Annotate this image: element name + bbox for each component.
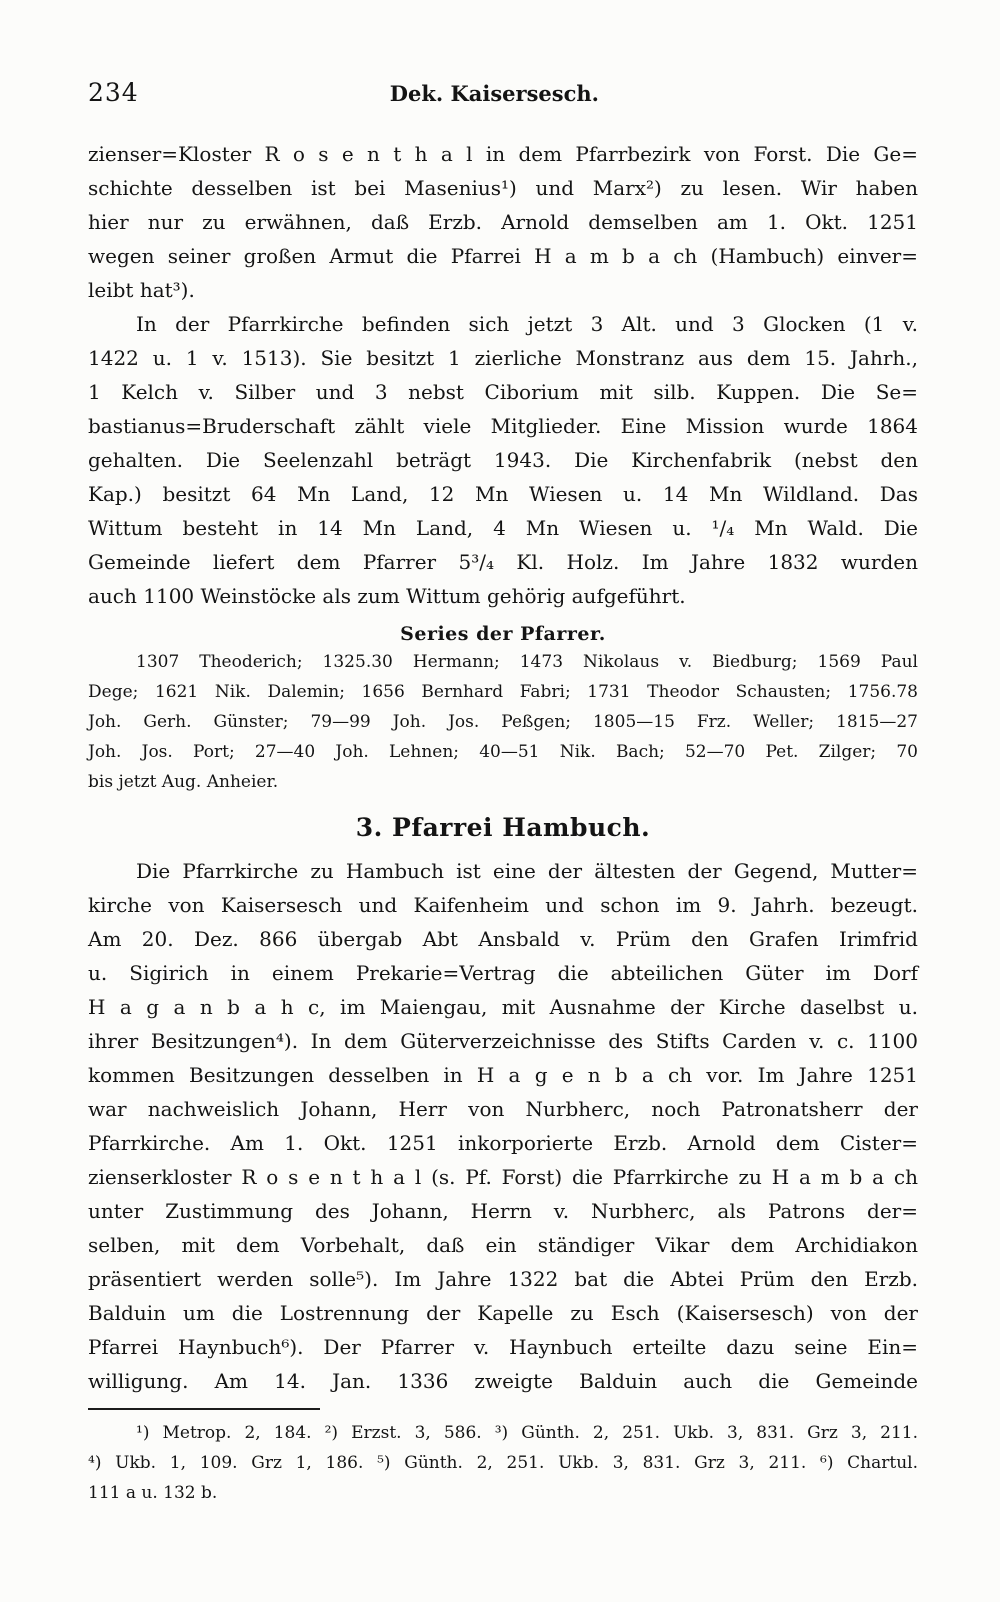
text-line: Pfarrkirche. Am 1. Okt. 1251 inkorporierte Erzb. Arnold dem Cister= <box>88 1131 918 1155</box>
text-line: u. Sigirich in einem Prekarie=Vertrag die abteilichen Güter im Dorf <box>88 961 918 985</box>
main-text <box>88 137 918 1398</box>
page-header <box>88 78 918 107</box>
text-line: Pfarrei Haynbuch⁶). Der Pfarrer v. Haynbuch erteilte dazu seine Ein= <box>88 1335 918 1359</box>
section-heading: 3. Pfarrei Hambuch. <box>355 813 651 842</box>
text-line: 1422 u. 1 v. 1513). Sie besitzt 1 zierliche Monstranz aus dem 15. Jahrh., <box>88 346 918 370</box>
paragraph-hambuch-history <box>88 854 918 1398</box>
text-line: hier nur zu erwähnen, daß Erzb. Arnold demselben am 1. Okt. 1251 <box>88 210 918 234</box>
text-line: ¹) Metrop. 2, 184. ²) Erzst. 3, 586. ³) Günth. 2, 251. Ukb. 3, 831. Grz 3, 211. <box>136 1423 918 1443</box>
text-line: selben, mit dem Vorbehalt, daß ein ständiger Vikar dem Archidiakon <box>88 1233 918 1257</box>
text-line: wegen seiner großen Armut die Pfarrei H a m b a ch (Hambuch) einver= <box>88 244 918 268</box>
pastor-series-list <box>88 647 918 797</box>
text-line: In der Pfarrkirche befinden sich jetzt 3 Alt. und 3 Glocken (1 v. <box>136 312 918 336</box>
text-line: ihrer Besitzungen⁴). In dem Güterverzeichnisse des Stifts Carden v. c. 1100 <box>88 1029 918 1053</box>
text-line: auch 1100 Weinstöcke als zum Wittum gehörig aufgeführt. <box>88 584 686 608</box>
text-line: kommen Besitzungen desselben in H a g e n b a ch vor. Im Jahre 1251 <box>88 1063 918 1087</box>
text-line: Balduin um die Lostrennung der Kapelle zu Esch (Kaisersesch) von der <box>88 1301 918 1325</box>
text-line: Gemeinde liefert dem Pfarrer 5³/₄ Kl. Holz. Im Jahre 1832 wurden <box>88 550 918 574</box>
text-line: 1307 Theoderich; 1325.30 Hermann; 1473 Nikolaus v. Biedburg; 1569 Paul <box>136 652 918 672</box>
text-line: Joh. Gerh. Günster; 79—99 Joh. Jos. Peßgen; 1805—15 Frz. Weller; 1815—27 <box>88 712 918 732</box>
text-line: zienser=Kloster R o s e n t h a l in dem Pfarrbezirk von Forst. Die Ge= <box>88 142 918 166</box>
text-line: leibt hat³). <box>88 278 195 302</box>
text-line: willigung. Am 14. Jan. 1336 zweigte Balduin auch die Gemeinde <box>88 1369 918 1393</box>
text-line: 1 Kelch v. Silber und 3 nebst Ciborium mit silb. Kuppen. Die Se= <box>88 380 918 404</box>
text-line: präsentiert werden solle⁵). Im Jahre 1322 bat die Abtei Prüm den Erzb. <box>88 1267 918 1291</box>
page-number: 234 <box>88 78 139 107</box>
text-line: kirche von Kaisersesch und Kaifenheim und schon im 9. Jahrh. bezeugt. <box>88 893 918 917</box>
text-line: Wittum besteht in 14 Mn Land, 4 Mn Wiesen u. ¹/₄ Mn Wald. Die <box>88 516 918 540</box>
text-line: zienserkloster R o s e n t h a l (s. Pf. Forst) die Pfarrkirche zu H a m b a ch <box>88 1165 918 1189</box>
running-title: Dek. Kaisersesch. <box>389 81 599 106</box>
text-line: 111 a u. 132 b. <box>88 1483 218 1503</box>
footnote-text <box>88 1418 918 1508</box>
paragraph-rosenthal-incorporation <box>88 137 918 307</box>
text-line: Joh. Jos. Port; 27—40 Joh. Lehnen; 40—51 Nik. Bach; 52—70 Pet. Zilger; 70 <box>88 742 918 762</box>
text-line: gehalten. Die Seelenzahl beträgt 1943. Die Kirchenfabrik (nebst den <box>88 448 918 472</box>
text-line: Am 20. Dez. 866 übergab Abt Ansbald v. Prüm den Grafen Irimfrid <box>88 927 918 951</box>
text-line: war nachweislich Johann, Herr von Nurbherc, noch Patronatsherr der <box>88 1097 918 1121</box>
text-line: schichte desselben ist bei Masenius¹) und Marx²) zu lesen. Wir haben <box>88 176 918 200</box>
text-line: Kap.) besitzt 64 Mn Land, 12 Mn Wiesen u. 14 Mn Wildland. Das <box>88 482 918 506</box>
text-line: ⁴) Ukb. 1, 109. Grz 1, 186. ⁵) Günth. 2, 251. Ukb. 3, 831. Grz 3, 211. ⁶) Chartul. <box>88 1453 918 1473</box>
text-line: Dege; 1621 Nik. Dalemin; 1656 Bernhard Fabri; 1731 Theodor Schausten; 1756.78 <box>88 682 918 702</box>
text-line: unter Zustimmung des Johann, Herrn v. Nurbherc, als Patrons der= <box>88 1199 918 1223</box>
text-line: bastianus=Bruderschaft zählt viele Mitglieder. Eine Mission wurde 1864 <box>88 414 918 438</box>
paragraph-church-inventory <box>88 307 918 613</box>
footnotes <box>88 1408 918 1508</box>
text-line: Die Pfarrkirche zu Hambuch ist eine der ältesten der Gegend, Mutter= <box>136 859 918 883</box>
footnote-separator <box>88 1408 320 1410</box>
text-line: bis jetzt Aug. Anheier. <box>88 772 279 792</box>
series-heading: Series der Pfarrer. <box>400 623 606 645</box>
text-line: H a g a n b a h c, im Maiengau, mit Ausnahme der Kirche daselbst u. <box>88 995 918 1019</box>
